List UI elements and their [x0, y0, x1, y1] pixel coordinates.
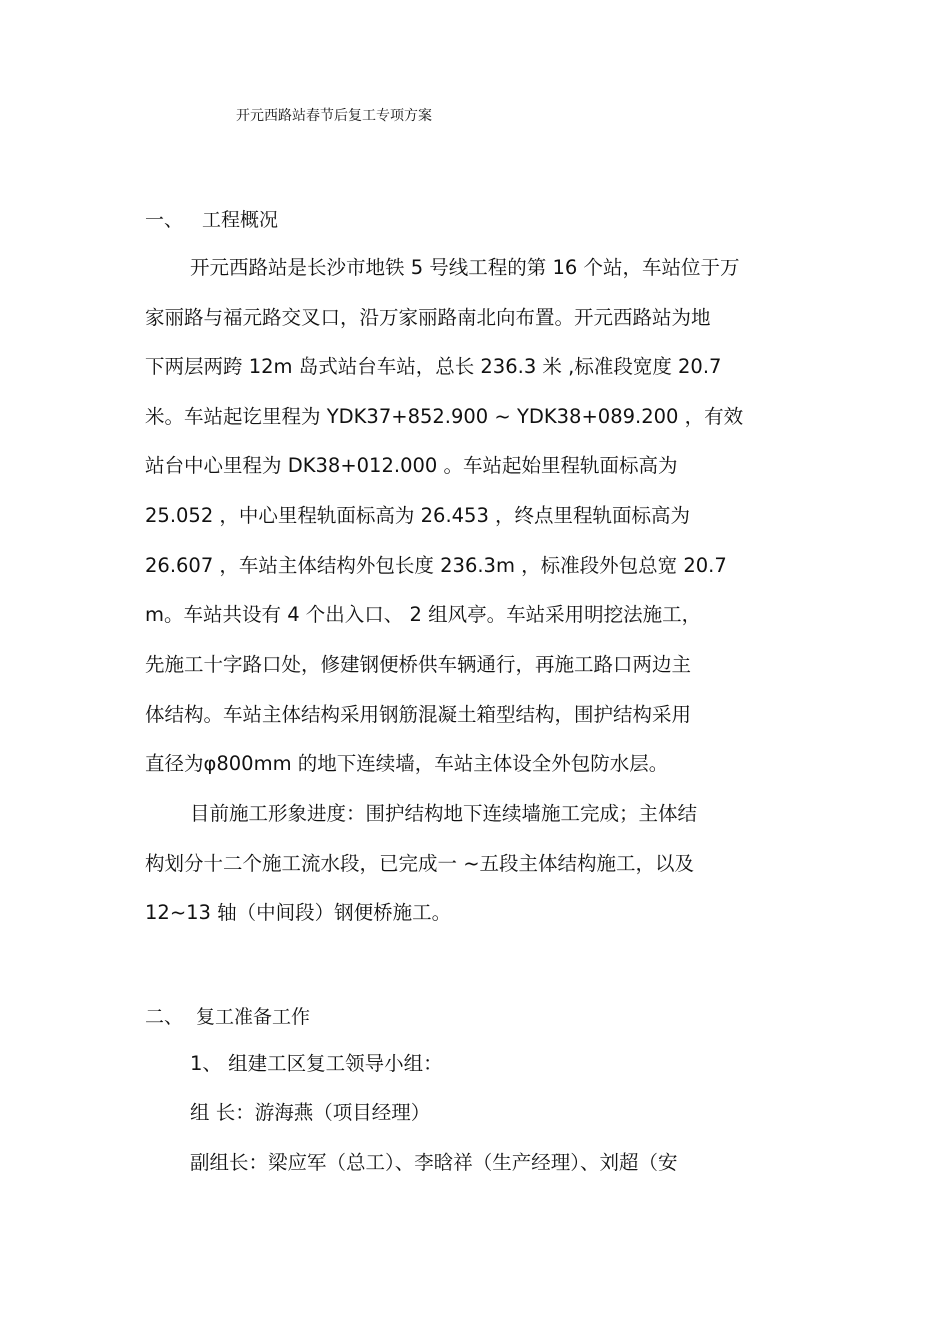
paragraph-line: 家丽路与福元路交叉口，沿万家丽路南北向布置。开元西路站为地 [145, 306, 711, 329]
paragraph-line: 25.052 ，中心里程轨面标高为 26.453 ，终点里程轨面标高为 [145, 504, 691, 527]
section-2-number: 二、 [145, 1006, 184, 1028]
section-1-heading [145, 207, 278, 233]
paragraph-line: 目前施工形象进度：围护结构地下连续墙施工完成；主体结 [190, 802, 698, 825]
paragraph-line: 构划分十二个施工流水段，已完成一 ~五段主体结构施工，以及 [145, 852, 695, 875]
paragraph-line: 直径为φ800mm 的地下连续墙，车站主体设全外包防水层。 [145, 752, 669, 775]
paragraph-line: 26.607 ，车站主体结构外包长度 236.3m ，标准段外包总宽 20.7 [145, 554, 727, 577]
paragraph-line: 米。车站起讫里程为 YDK37+852.900 ~ YDK38+089.200 ，有效 [145, 405, 744, 428]
list-item-1: 1、 组建工区复工领导小组： [190, 1052, 443, 1075]
document-title: 开元西路站春节后复工专项方案 [236, 108, 432, 124]
paragraph-line: 体结构。车站主体结构采用钢筋混凝土箱型结构，围护结构采用 [145, 703, 692, 726]
section-1-number: 一、 [145, 209, 184, 231]
group-leader-line: 组 长：游海燕（项目经理） [190, 1101, 431, 1124]
paragraph-line: 开元西路站是长沙市地铁 5 号线工程的第 16 个站，车站位于万 [190, 256, 740, 279]
deputy-leader-line: 副组长：梁应军（总工）、李晗祥（生产经理）、刘超（安 [190, 1151, 678, 1174]
section-1-title: 工程概况 [202, 209, 279, 231]
paragraph-line: 下两层两跨 12m 岛式站台车站，总长 236.3 米 ,标准段宽度 20.7 [145, 355, 722, 378]
paragraph-line: 12~13 轴（中间段）钢便桥施工。 [145, 901, 452, 924]
paragraph-line: 站台中心里程为 DK38+012.000 。车站起始里程轨面标高为 [145, 454, 678, 477]
paragraph-line: 先施工十字路口处，修建钢便桥供车辆通行，再施工路口两边主 [145, 653, 692, 676]
section-2-heading [145, 1004, 310, 1030]
paragraph-line: m。车站共设有 4 个出入口、 2 组风亭。车站采用明挖法施工， [145, 603, 702, 626]
section-2-title: 复工准备工作 [196, 1006, 311, 1028]
